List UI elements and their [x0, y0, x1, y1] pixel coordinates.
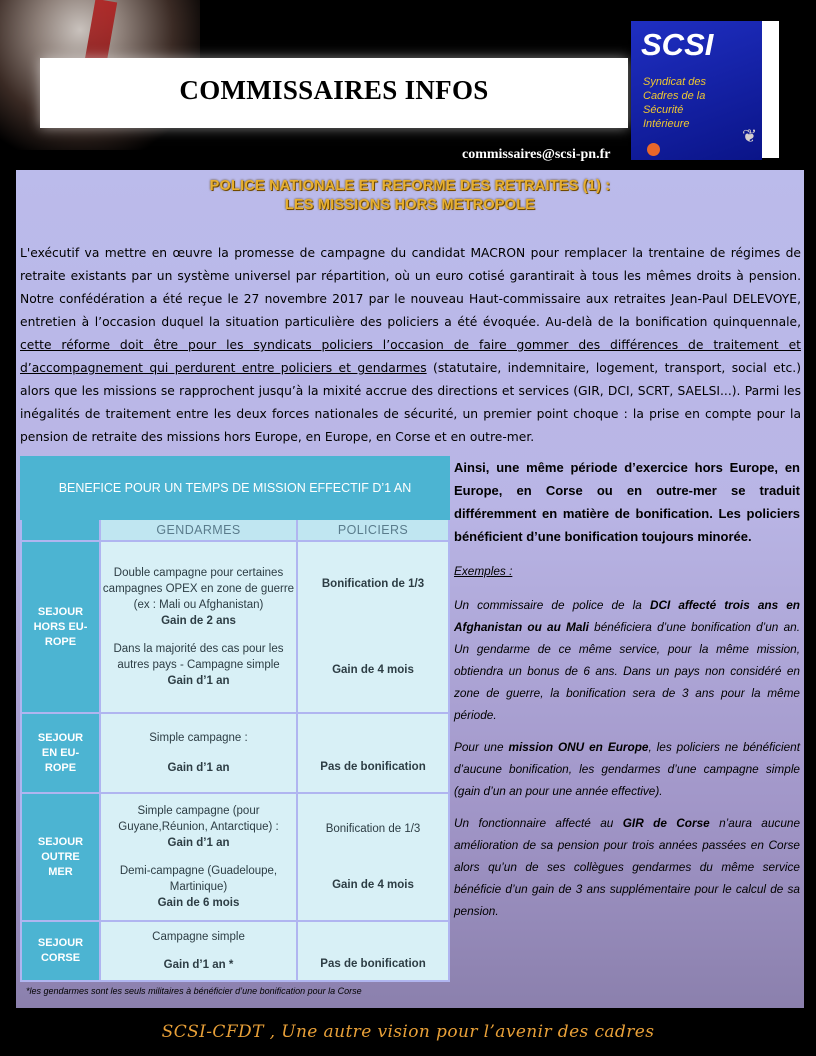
right-lead-paragraph: Ainsi, une même période d’exercice hors Europe, en Europe, en Corse ou en outre-mer se traduit différemment en matière de bonification. Les policiers bénéficient d’une bonification toujours minorée. — [454, 460, 800, 544]
gendarmes-cell: Simple campagne (pour Guyane,Réunion, Antarctique) : Gain d’1 an Demi-campagne (Guadeloupe, Martinique) Gain de 6 mois — [100, 793, 297, 921]
row-label: SEJOUR OUTRE MER — [21, 793, 100, 921]
table-row — [21, 713, 449, 793]
row-label: SEJOUR HORS EU- ROPE — [21, 541, 100, 713]
footer-slogan: SCSI-CFDT , Une autre vision pour l’avenir des cadres — [161, 1022, 655, 1042]
title-bar — [40, 58, 628, 128]
examples-label: Exemples : — [454, 564, 513, 578]
table-row — [21, 541, 449, 713]
gendarmes-cell: Double campagne pour certaines campagnes OPEX en zone de guerre (ex : Mali ou Afghanistan) Gain de 2 ans Dans la majorité des cas pour les autres pays - Campagne simple Gain d’1 an — [100, 541, 297, 713]
table-row — [21, 793, 449, 921]
col-header-gendarmes: GENDARMES — [100, 519, 297, 541]
article-panel — [16, 170, 804, 1008]
table-title-row — [21, 457, 449, 519]
policiers-cell: Bonification de 1/3 Gain de 4 mois — [297, 541, 449, 713]
intro-paragraph: L'exécutif va mettre en œuvre la promesse de campagne du candidat MACRON pour remplacer la trentaine de régimes de retraite existants par un système universel par répartition, où un euro cotisé garantirait à tous les mêmes droits à pension. Notre confédération a été reçue le 27 novembre 2017 par le nouveau Haut-commissaire aux retraites Jean-Paul DELEVOYE, entretien à l’occasion duquel la situation particulière des policiers a été évoquée. Au-delà de la bonification quinquennale, cette réforme doit être pour les syndicats policiers l’occasion de faire gommer des différences de traitement et d’accompagnement qui perdurent entre policiers et gendarmes (statutaire, indemnitaire, logement, transport, social etc.) alors que les missions se rapprochent jusqu’à la mixité accrue des directions et services (GIR, DCI, SCRT, SAELSI...). Parmi les inégalités de traitement entre les deux forces nationales de sécurité, un premier point choque : la prise en compte pour la pension de retraite des missions hors Europe, en Europe, en Corse et en outre-mer. — [20, 246, 801, 444]
logo-acronym: SCSI — [641, 27, 714, 62]
example-1: Un commissaire de police de la DCI affecté trois ans en Afghanistan ou au Mali bénéficiera d’une bonification d’un an. Un gendarme de ce même service, pour la même mission, obtiendra un bonus de 6 ans. Dans un pays non considéré en zone de guerre, la bonification sera de 3 ans pour la même période. — [454, 598, 800, 722]
table-header-row — [21, 519, 449, 541]
contact-email[interactable]: commissaires@scsi-pn.fr — [462, 147, 611, 162]
gendarmes-cell: Campagne simple Gain d’1 an * — [100, 921, 297, 981]
example-3: Un fonctionnaire affecté au GIR de Corse n’aura aucune amélioration de sa pension pour trois années passées en Corse alors qu’un de ses collègues gendarmes du même service bénéficie d’un gain de 3 ans supplémentaire pour le calcul de sa pension. — [454, 816, 800, 918]
headline-line-2: LES MISSIONS HORS METROPOLE — [284, 197, 536, 213]
cfdt-badge-icon — [647, 143, 660, 156]
row-label: SEJOUR CORSE — [21, 921, 100, 981]
page-title: COMMISSAIRES INFOS — [179, 75, 489, 105]
table-row — [21, 921, 449, 981]
example-2: Pour une mission ONU en Europe, les policiers ne bénéficient d’aucune bonification, les gendarmes d’une campagne simple (gain d’un an pour une année effective). — [454, 740, 801, 798]
col-header-policiers: POLICIERS — [297, 519, 449, 541]
intro-underlined: cette réforme doit être pour les syndicats policiers l’occasion de faire gommer des différences de traitement et d’accompagnement qui perdurent entre policiers et gendarmes — [20, 338, 801, 375]
table-footnote: *les gendarmes sont les seuls militaires à bénéficier d’une bonification pour la Corse — [26, 986, 362, 996]
policiers-cell: Pas de bonification — [297, 713, 449, 793]
comparison-table — [20, 456, 450, 982]
table-title: BENEFICE POUR UN TEMPS DE MISSION EFFECTIF D’1 AN — [21, 457, 449, 519]
headline-line-1: POLICE NATIONALE ET REFORME DES RETRAITES (1) : — [209, 178, 611, 194]
logo-name: Syndicat des Cadres de la Sécurité Intérieure — [643, 76, 706, 130]
row-label: SEJOUR EN EU- ROPE — [21, 713, 100, 793]
right-column — [454, 456, 800, 932]
laurel-icon: ❦ — [742, 126, 758, 146]
gendarmes-cell: Simple campagne : Gain d’1 an — [100, 713, 297, 793]
policiers-cell: Bonification de 1/3 Gain de 4 mois — [297, 793, 449, 921]
policiers-cell: Pas de bonification — [297, 921, 449, 981]
